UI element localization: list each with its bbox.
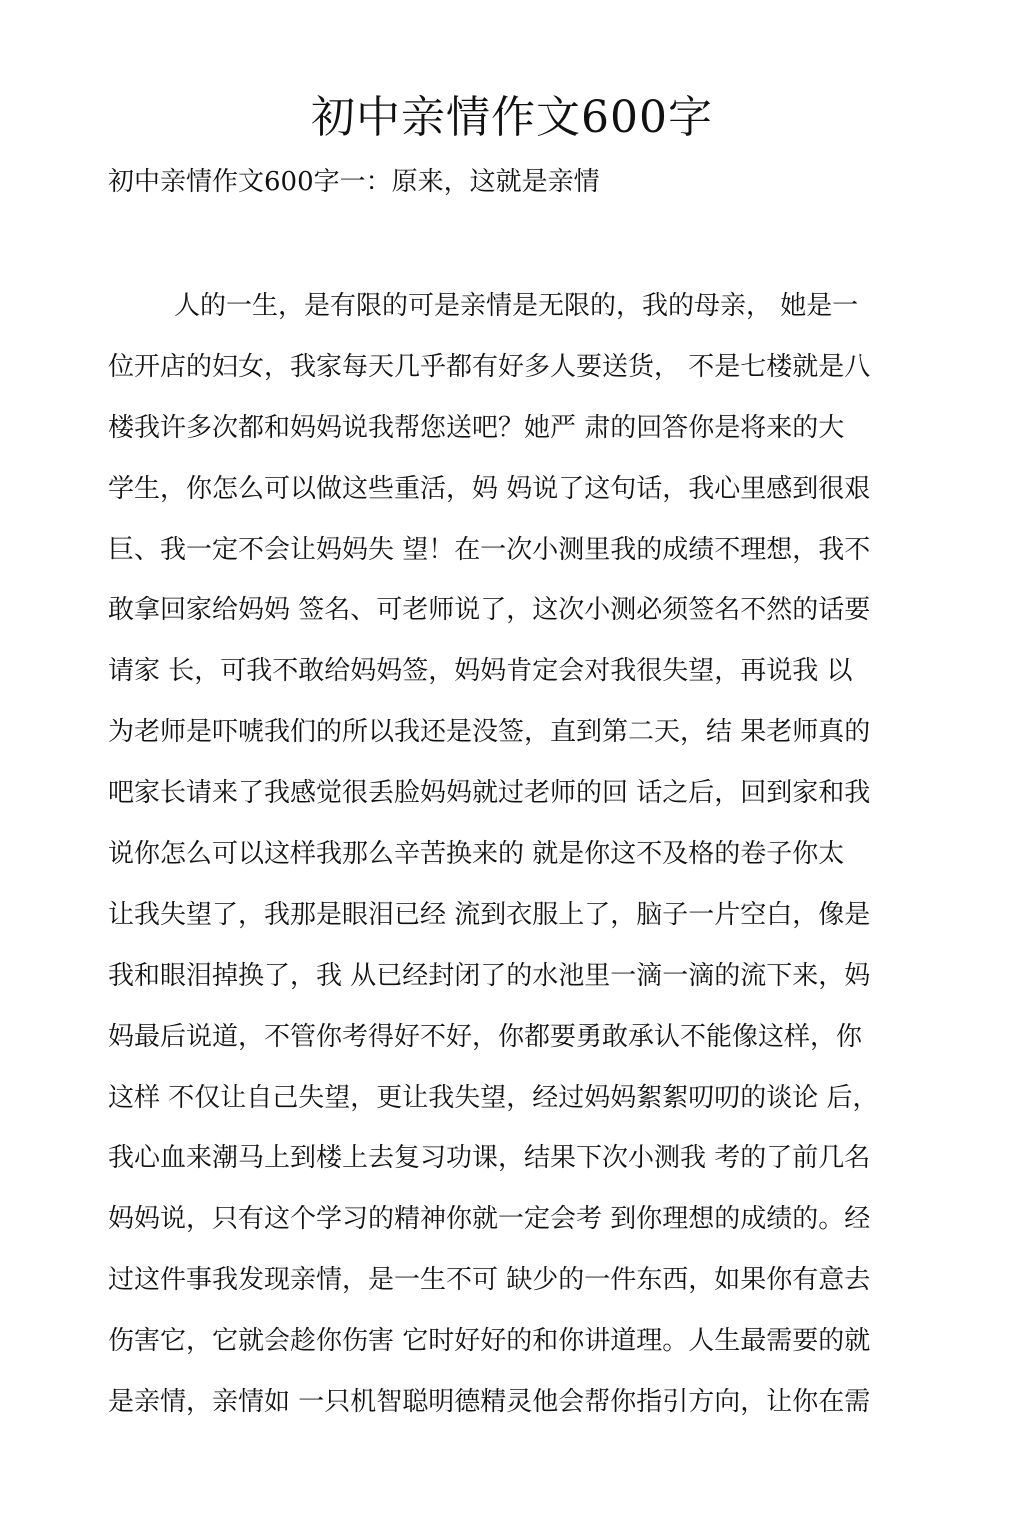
essay-line: 人的一生，是有限的可是亲情是无限的，我的母亲， 她是一	[174, 291, 859, 321]
essay-line: 学生，你怎么可以做这些重活，妈 妈说了这句话，我心里感到很艰	[108, 473, 871, 504]
essay-line: 妈妈说，只有这个学习的精神你就一定会考 到你理想的成绩的。经	[108, 1204, 871, 1235]
essay-line: 过这件事我发现亲情，是一生不可 缺少的一件东西，如果你有意去	[108, 1265, 871, 1296]
essay-line: 巨、我一定不会让妈妈失 望！在一次小测里我的成绩不理想，我不	[108, 534, 871, 565]
essay-line: 这样 不仅让自己失望，更让我失望，经过妈妈絮絮叨叨的谈论 后，	[108, 1082, 879, 1113]
essay-line: 请家 长，可我不敢给妈妈签，妈妈肯定会对我很失望，再说我 以	[108, 656, 853, 687]
essay-line: 敢拿回家给妈妈 签名、可老师说了，这次小测必须签名不然的话要	[108, 595, 871, 626]
essay-line: 是亲情，亲情如 一只机智聪明德精灵他会帮你指引方向，让你在需	[108, 1387, 871, 1418]
essay-line: 楼我许多次都和妈妈说我帮您送吧？她严 肃的回答你是将来的大	[108, 412, 845, 443]
essay-line: 吧家长请来了我感觉很丢脸妈妈就过老师的回 话之后，回到家和我	[108, 778, 871, 809]
document-subtitle: 初中亲情作文600字一：原来，这就是亲情	[108, 167, 600, 197]
essay-line: 位开店的妇女，我家每天几乎都有好多人要送货， 不是七楼就是八	[108, 351, 871, 382]
essay-line: 说你怎么可以这样我那么辛苦换来的 就是你这不及格的卷子你太	[108, 839, 845, 870]
essay-line: 我心血来潮马上到楼上去复习功课，结果下次小测我 考的了前几名	[108, 1143, 871, 1174]
essay-line: 让我失望了，我那是眼泪已经 流到衣服上了，脑子一片空白，像是	[108, 899, 871, 930]
essay-line: 我和眼泪掉换了，我 从已经封闭了的水池里一滴一滴的流下来，妈	[108, 960, 871, 991]
essay-line: 伤害它，它就会趁你伤害 它时好好的和你讲道理。人生最需要的就	[108, 1326, 871, 1357]
document-title: 初中亲情作文600字	[311, 92, 713, 143]
essay-line: 妈最后说道，不管你考得好不好，你都要勇敢承认不能像这样，你	[108, 1021, 863, 1052]
essay-body	[108, 276, 948, 1433]
essay-line: 为老师是吓唬我们的所以我还是没签，直到第二天，结 果老师真的	[108, 717, 871, 748]
